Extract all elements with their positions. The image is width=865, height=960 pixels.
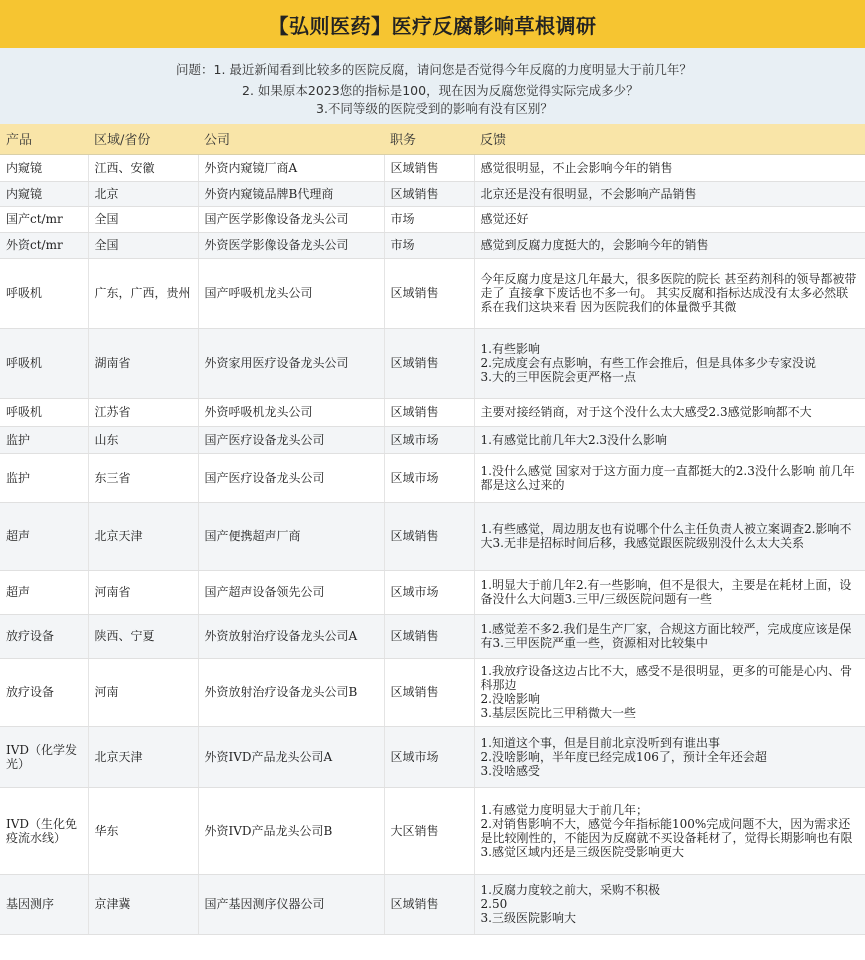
cell-region: 江苏省 xyxy=(88,398,198,426)
feedback-line: 2.对销售影响不大，感觉今年指标能100%完成问题不大，因为需求还是比较刚性的，不能因为反腐就不买设备耗材了，觉得长期影响也有限 xyxy=(480,816,853,845)
cell-company: 国产基因测序仪器公司 xyxy=(198,874,384,934)
header-company: 公司 xyxy=(198,124,384,154)
table-row xyxy=(0,206,865,232)
table-row xyxy=(0,874,865,934)
cell-region: 华东 xyxy=(88,787,198,874)
cell-feedback xyxy=(474,426,865,453)
cell-company: 国产呼吸机龙头公司 xyxy=(198,258,384,328)
feedback-line: 3.大的三甲医院会更严格一点 xyxy=(480,370,636,384)
cell-feedback xyxy=(474,874,865,934)
table-row xyxy=(0,154,865,181)
cell-feedback xyxy=(474,206,865,232)
feedback-line: 3.感觉区域内还是三级医院受影响更大 xyxy=(480,844,684,859)
cell-product: 放疗设备 xyxy=(0,614,88,658)
cell-product: 放疗设备 xyxy=(0,658,88,726)
table-row xyxy=(0,502,865,570)
cell-product: 外资ct/mr xyxy=(0,232,88,258)
cell-role: 区域市场 xyxy=(384,426,474,453)
cell-region: 河南 xyxy=(88,658,198,726)
cell-region: 全国 xyxy=(88,206,198,232)
table-row xyxy=(0,787,865,874)
cell-role: 区域销售 xyxy=(384,154,474,181)
cell-region: 湖南省 xyxy=(88,328,198,398)
cell-feedback xyxy=(474,787,865,874)
feedback-line: 今年反腐力度是这几年最大，很多医院的院长 甚至药剂科的领导都被带走了 直接拿下废话也不多一句。 其实反腐和指标达成没有太多必然联系在我们这块来看 因为医院我们的体量微乎其微 xyxy=(480,272,857,314)
table-header-row xyxy=(0,124,865,154)
table-row xyxy=(0,614,865,658)
cell-company: 外资家用医疗设备龙头公司 xyxy=(198,328,384,398)
cell-feedback xyxy=(474,614,865,658)
cell-region: 全国 xyxy=(88,232,198,258)
cell-company: 国产超声设备领先公司 xyxy=(198,570,384,614)
feedback-line: 1.我放疗设备这边占比不大，感受不是很明显，更多的可能是心内、骨科那边 xyxy=(480,664,852,692)
feedback-line: 感觉到反腐力度挺大的，会影响今年的销售 xyxy=(480,238,709,252)
cell-product: 超声 xyxy=(0,502,88,570)
cell-company: 外资医学影像设备龙头公司 xyxy=(198,232,384,258)
cell-company: 外资内窥镜厂商A xyxy=(198,154,384,181)
question-3: 3.不同等级的医院受到的影响有没有区别？ xyxy=(316,101,553,116)
cell-company: 国产医学影像设备龙头公司 xyxy=(198,206,384,232)
table-row xyxy=(0,328,865,398)
cell-role: 区域销售 xyxy=(384,502,474,570)
feedback-line: 1.有感觉力度明显大于前几年； xyxy=(480,802,648,817)
table-row xyxy=(0,453,865,502)
cell-role: 区域销售 xyxy=(384,181,474,206)
cell-product: 基因测序 xyxy=(0,874,88,934)
feedback-line: 1.有感觉比前几年大2.3没什么影响 xyxy=(480,432,668,447)
cell-product: 国产ct/mr xyxy=(0,206,88,232)
cell-feedback xyxy=(474,232,865,258)
table-row xyxy=(0,570,865,614)
feedback-line: 1.感觉差不多2.我们是生产厂家，合规这方面比较严，完成度应该是保有3.三甲医院严重一些，资源相对比较集中 xyxy=(480,622,852,650)
cell-company: 外资放射治疗设备龙头公司B xyxy=(198,658,384,726)
feedback-line: 2.完成度会有点影响，有些工作会推后，但是具体多少专家没说 xyxy=(480,356,816,370)
cell-role: 区域销售 xyxy=(384,658,474,726)
feedback-line: 1.反腐力度较之前大，采购不积极 xyxy=(480,883,660,897)
feedback-line: 2.没啥影响，半年度已经完成106了，预计全年还会超 xyxy=(480,749,767,764)
table-row xyxy=(0,258,865,328)
header-product: 产品 xyxy=(0,124,88,154)
cell-role: 区域销售 xyxy=(384,258,474,328)
cell-region: 山东 xyxy=(88,426,198,453)
cell-feedback xyxy=(474,453,865,502)
feedback-line: 主要对接经销商，对于这个没什么太大感受2.3感觉影响都不大 xyxy=(480,405,812,419)
cell-product: 监护 xyxy=(0,426,88,453)
cell-company: 外资放射治疗设备龙头公司A xyxy=(198,614,384,658)
cell-company: 国产医疗设备龙头公司 xyxy=(198,426,384,453)
questions-panel xyxy=(0,48,865,124)
page-title: 【弘则医药】医疗反腐影响草根调研 xyxy=(268,13,597,38)
cell-role: 区域销售 xyxy=(384,398,474,426)
table-row xyxy=(0,658,865,726)
cell-feedback xyxy=(474,502,865,570)
cell-product: 内窥镜 xyxy=(0,181,88,206)
cell-company: 外资IVD产品龙头公司B xyxy=(198,787,384,874)
question-2: 2. 如果原本2023您的指标是100，现在因为反腐您觉得实际完成多少？ xyxy=(242,83,639,98)
feedback-line: 1.有些感觉，周边朋友也有说哪个什么主任负责人被立案调查2.影响不大3.无非是招标时间后移，我感觉跟医院级别没什么太大关系 xyxy=(480,522,852,550)
cell-role: 大区销售 xyxy=(384,787,474,874)
cell-feedback xyxy=(474,570,865,614)
cell-product: 内窥镜 xyxy=(0,154,88,181)
cell-role: 区域市场 xyxy=(384,570,474,614)
cell-role: 区域市场 xyxy=(384,726,474,787)
cell-role: 区域销售 xyxy=(384,614,474,658)
table-row xyxy=(0,181,865,206)
cell-region: 北京天津 xyxy=(88,502,198,570)
cell-product: 呼吸机 xyxy=(0,258,88,328)
feedback-line: 1.知道这个事，但是目前北京没听到有谁出事 xyxy=(480,735,720,750)
cell-region: 广东，广西，贵州 xyxy=(88,258,198,328)
table-row xyxy=(0,232,865,258)
table-row xyxy=(0,426,865,453)
table-body xyxy=(0,154,865,934)
cell-role: 市场 xyxy=(384,206,474,232)
feedback-line: 3.没啥感受 xyxy=(480,763,540,778)
cell-region: 河南省 xyxy=(88,570,198,614)
feedback-line: 1.没什么感觉 国家对于这方面力度一直都挺大的2.3没什么影响 前几年都是这么过来的 xyxy=(480,463,855,492)
cell-region: 京津冀 xyxy=(88,874,198,934)
cell-company: 外资IVD产品龙头公司A xyxy=(198,726,384,787)
header-region: 区域/省份 xyxy=(88,124,198,154)
feedback-line: 3.基层医院比三甲稍微大一些 xyxy=(480,706,636,720)
question-1: 问题：1. 最近新闻看到比较多的医院反腐，请问您是否觉得今年反腐的力度明显大于前几年？ xyxy=(176,62,692,77)
cell-role: 区域销售 xyxy=(384,874,474,934)
table-row xyxy=(0,398,865,426)
cell-feedback xyxy=(474,258,865,328)
cell-feedback xyxy=(474,181,865,206)
cell-role: 区域市场 xyxy=(384,453,474,502)
cell-product: 超声 xyxy=(0,570,88,614)
cell-product: IVD（化学发光） xyxy=(0,726,88,787)
cell-company: 国产医疗设备龙头公司 xyxy=(198,453,384,502)
cell-company: 外资内窥镜品牌B代理商 xyxy=(198,181,384,206)
feedback-line: 1.明显大于前几年2.有一些影响，但不是很大，主要是在耗材上面，设备没什么大问题3.三甲/三级医院问题有一些 xyxy=(480,578,852,606)
cell-product: 呼吸机 xyxy=(0,398,88,426)
cell-product: 呼吸机 xyxy=(0,328,88,398)
feedback-line: 2.50 xyxy=(480,897,508,911)
title-bar xyxy=(0,0,865,48)
cell-region: 东三省 xyxy=(88,453,198,502)
cell-company: 国产便携超声厂商 xyxy=(198,502,384,570)
cell-feedback xyxy=(474,726,865,787)
cell-company: 外资呼吸机龙头公司 xyxy=(198,398,384,426)
cell-region: 陕西、宁夏 xyxy=(88,614,198,658)
cell-feedback xyxy=(474,398,865,426)
cell-role: 市场 xyxy=(384,232,474,258)
feedback-table xyxy=(0,124,865,935)
table-row xyxy=(0,726,865,787)
cell-region: 江西、安徽 xyxy=(88,154,198,181)
feedback-line: 感觉还好 xyxy=(480,212,529,226)
cell-feedback xyxy=(474,658,865,726)
cell-feedback xyxy=(474,154,865,181)
feedback-line: 2.没啥影响 xyxy=(480,692,540,706)
feedback-line: 北京还是没有很明显，不会影响产品销售 xyxy=(480,186,697,201)
cell-product: 监护 xyxy=(0,453,88,502)
header-feedback: 反馈 xyxy=(474,124,865,154)
cell-role: 区域销售 xyxy=(384,328,474,398)
feedback-line: 感觉很明显，不止会影响今年的销售 xyxy=(480,160,673,175)
cell-region: 北京天津 xyxy=(88,726,198,787)
feedback-line: 1.有些影响 xyxy=(480,342,540,356)
feedback-line: 3.三级医院影响大 xyxy=(480,911,576,925)
cell-region: 北京 xyxy=(88,181,198,206)
header-role: 职务 xyxy=(384,124,474,154)
cell-product: IVD（生化免疫流水线） xyxy=(0,787,88,874)
cell-feedback xyxy=(474,328,865,398)
